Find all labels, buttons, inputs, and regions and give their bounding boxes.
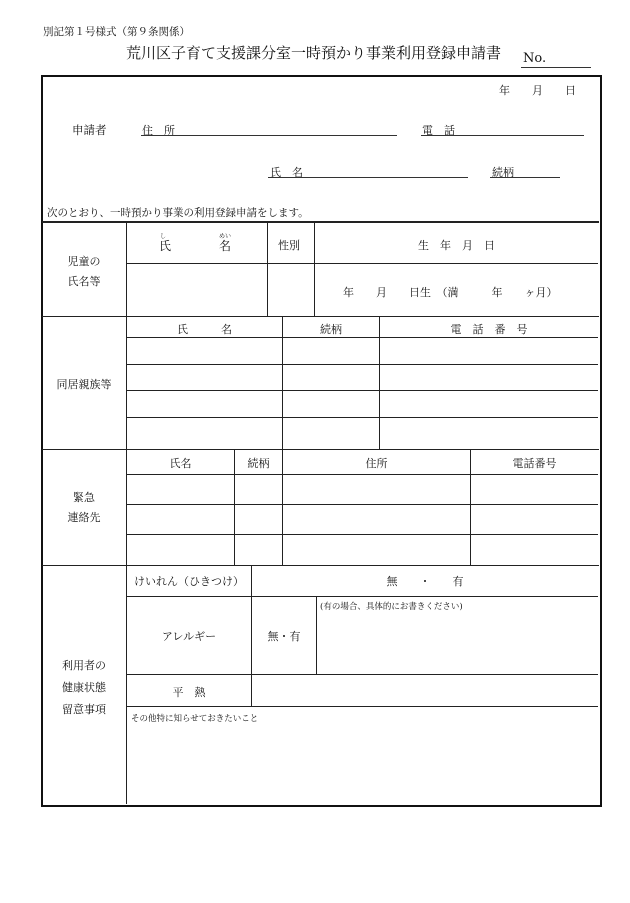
emergency-col-phone: 電話番号 — [512, 457, 557, 470]
child-name-kanji-1: 氏 — [159, 239, 172, 253]
health-label: 利用者の 健康状態 留意事項 — [62, 659, 106, 716]
divider — [127, 706, 598, 707]
phone-input[interactable] — [421, 135, 584, 136]
applicant-label: 申請者 — [72, 123, 107, 137]
divider — [127, 596, 598, 597]
other-notes-input[interactable] — [127, 726, 598, 802]
other-notes-label: その他特に知らせておきたいこと — [131, 714, 259, 724]
household-table-body[interactable] — [127, 338, 598, 448]
relation-input[interactable] — [490, 177, 560, 178]
divider — [42, 449, 599, 450]
allergy-options[interactable]: 無・有 — [267, 630, 301, 643]
household-label: 同居親族等 — [56, 378, 112, 391]
divider — [42, 565, 599, 566]
applicant-name-label: 氏 名 — [270, 166, 303, 179]
application-statement: 次のとおり、一時預かり事業の利用登録申請をします。 — [47, 207, 309, 219]
emergency-table-body[interactable] — [127, 475, 598, 564]
number-field[interactable] — [521, 67, 591, 68]
allergy-label: アレルギー — [161, 630, 217, 643]
emergency-col-name: 氏名 — [169, 457, 192, 470]
emergency-col-relation: 続柄 — [247, 457, 270, 470]
fever-label: 平 熱 — [172, 686, 206, 699]
name-ruby-1: し — [160, 233, 167, 240]
name-ruby-2: めい — [219, 233, 232, 240]
fever-input[interactable] — [252, 675, 598, 705]
page-title: 荒川区子育て支援課分室一時預かり事業利用登録申請書 — [126, 44, 502, 62]
phone-label: 電 話 — [422, 124, 455, 137]
child-sex-input[interactable] — [268, 264, 313, 315]
household-col-relation: 続柄 — [320, 323, 342, 336]
child-label: 児童の 氏名等 — [67, 255, 101, 288]
form-reference: 別記第１号様式（第９条関係） — [43, 26, 190, 38]
emergency-label: 緊急 連絡先 — [67, 491, 101, 524]
child-name-input[interactable] — [126, 264, 266, 315]
address-label: 住 所 — [142, 124, 175, 137]
household-col-name: 氏 名 — [177, 323, 232, 336]
birthdate-input[interactable]: 年 月 日生 （満 年 ヶ月） — [343, 286, 558, 299]
household-col-phone: 電 話 番 号 — [450, 323, 528, 336]
allergy-details-input[interactable] — [317, 614, 598, 673]
divider — [42, 316, 599, 317]
address-input[interactable] — [141, 135, 397, 136]
number-label: No. — [523, 51, 547, 66]
seizure-label: けいれん（ひきつけ） — [134, 575, 244, 588]
seizure-options[interactable]: 無 ・ 有 — [386, 575, 464, 588]
date-field[interactable]: 年 月 日 — [499, 84, 576, 97]
birthdate-label: 生 年 月 日 — [418, 239, 495, 252]
child-name-kanji-2: 名 — [219, 239, 232, 253]
sex-label: 性別 — [278, 239, 300, 252]
emergency-col-address: 住所 — [365, 457, 388, 470]
allergy-note: (有の場合、具体的にお書きください) — [320, 602, 463, 612]
applicant-name-input[interactable] — [268, 177, 468, 178]
relation-label: 続柄 — [492, 166, 514, 179]
